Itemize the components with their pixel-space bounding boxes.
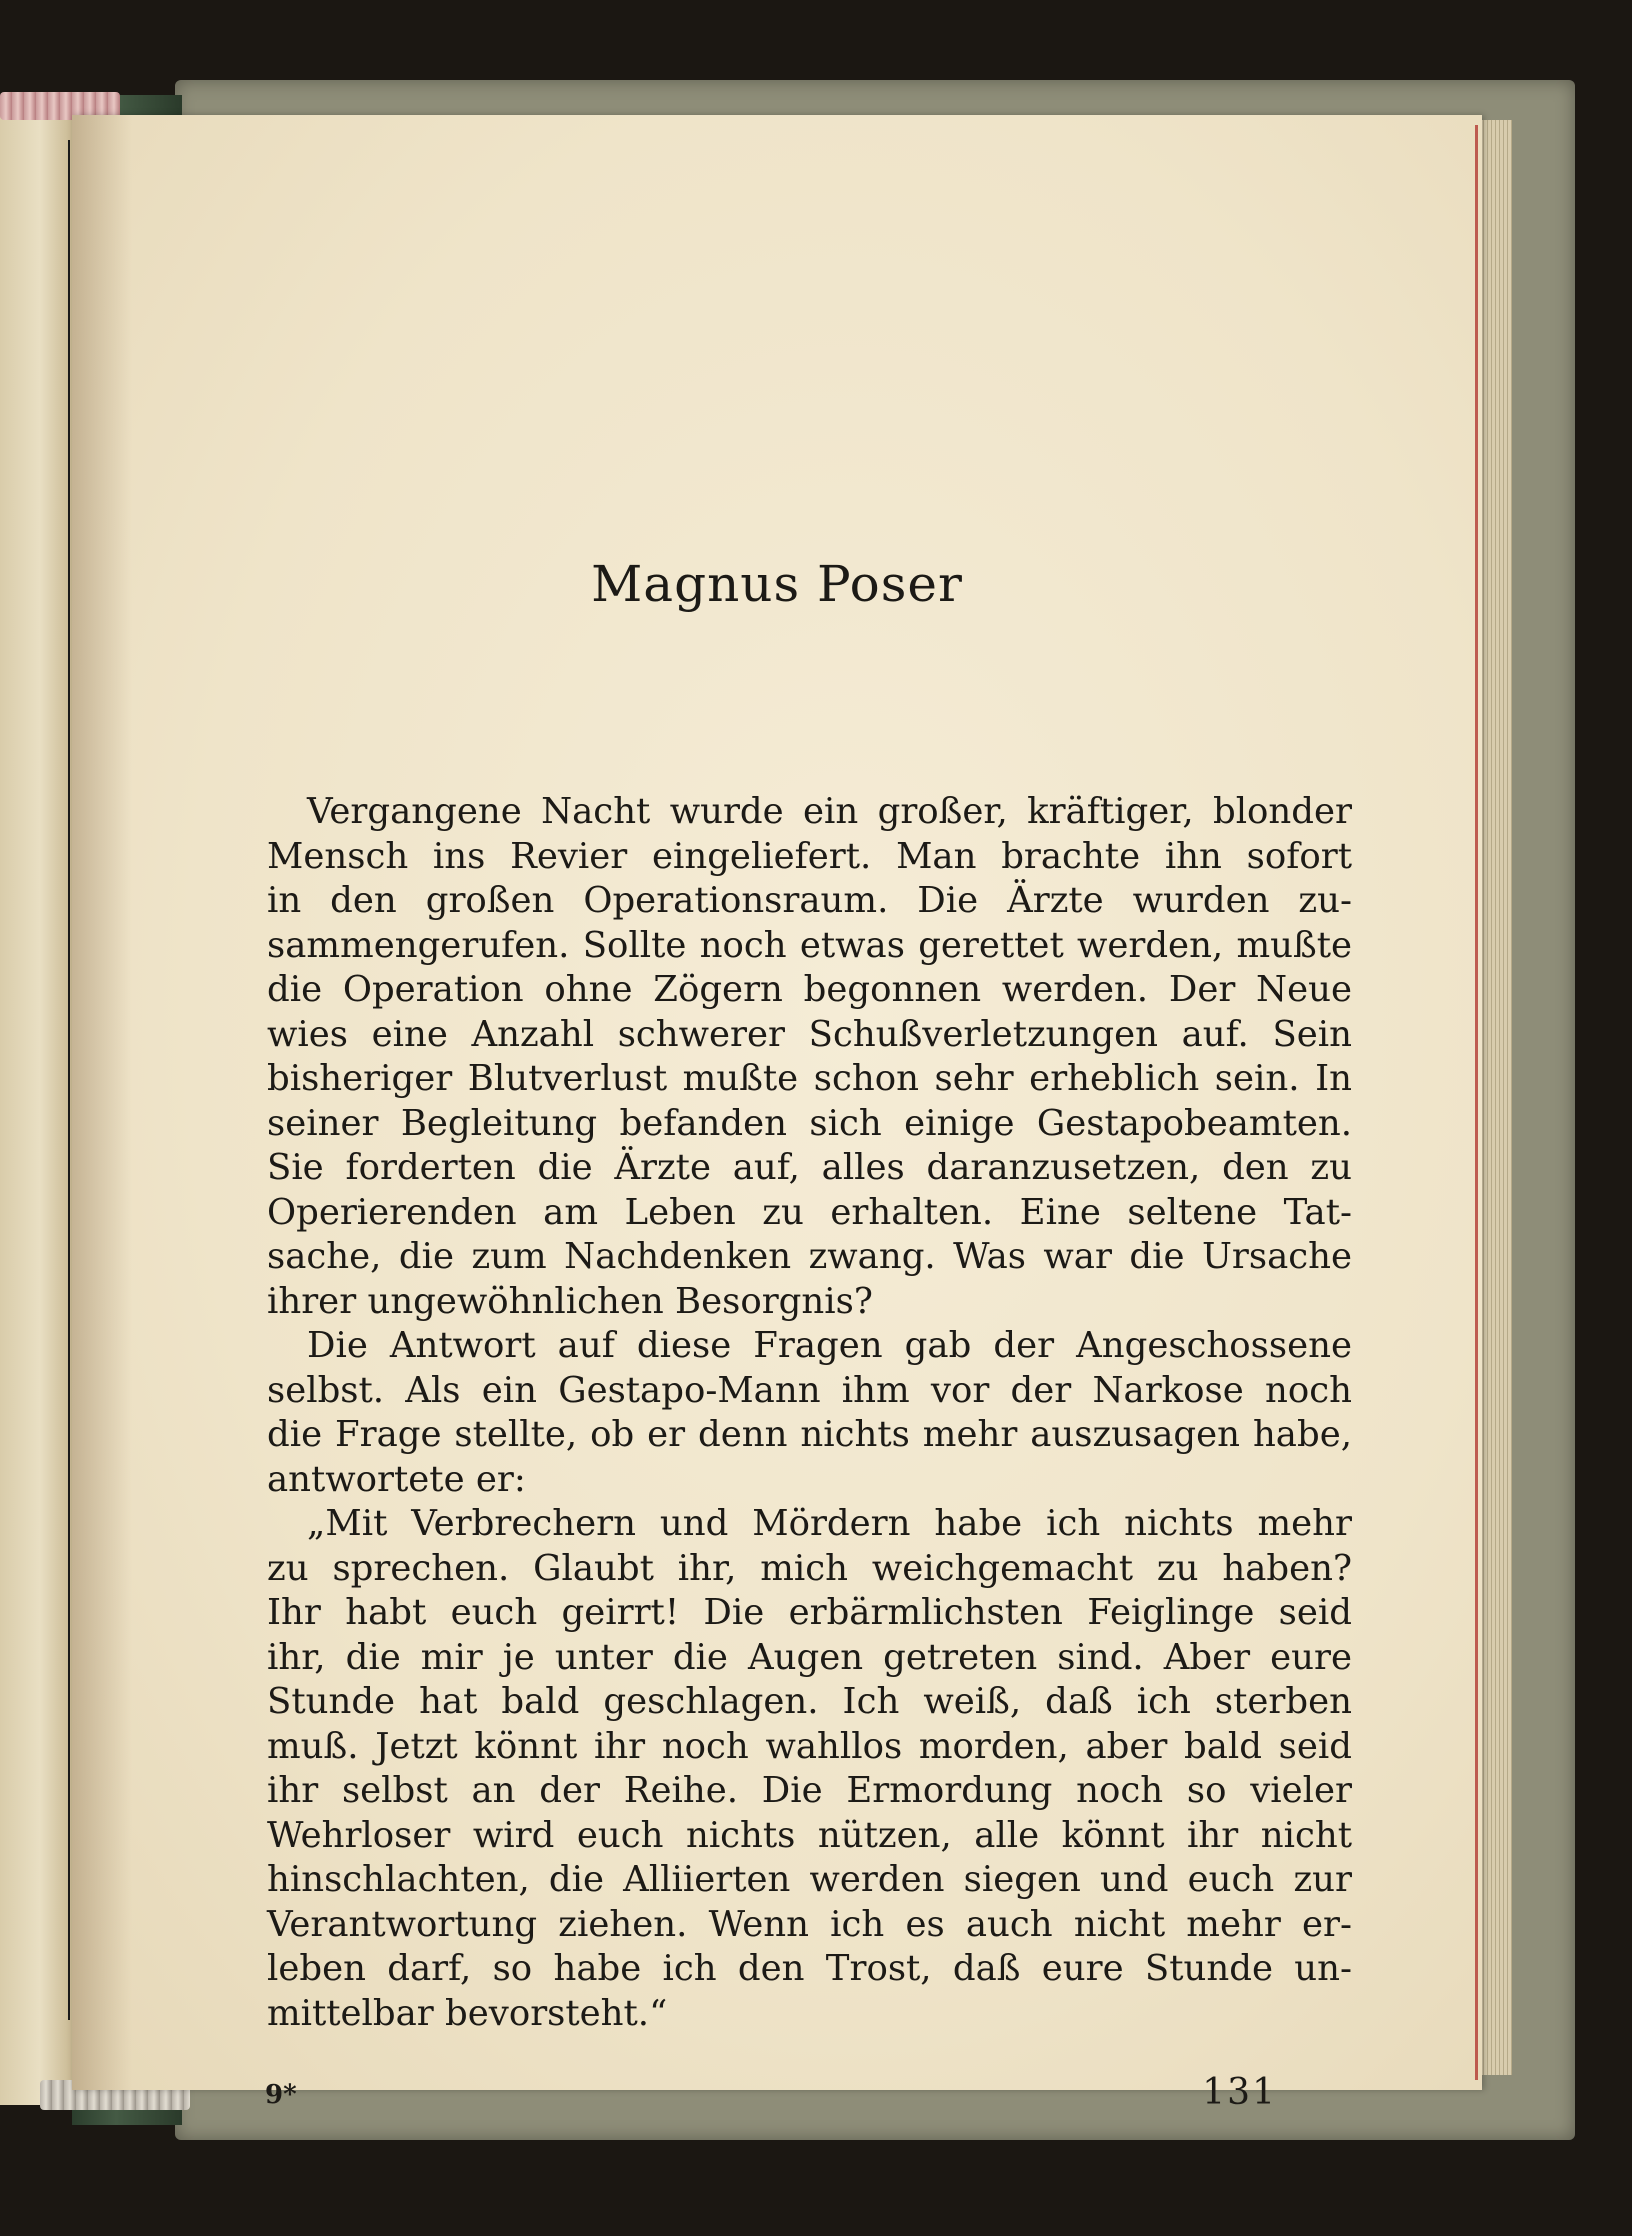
text-line: Sie forderten die Ärzte auf, alles daranzusetzen, den zu <box>267 1147 1352 1188</box>
text-line: selbst. Als ein Gestapo-Mann ihm vor der Narkose noch <box>267 1369 1352 1411</box>
page-number: 131 <box>1202 2072 1277 2113</box>
text-line: Verantwortung ziehen. Wenn ich es auch nicht mehr er- <box>267 1903 1352 1945</box>
page-edges <box>1480 120 1512 2075</box>
text-line: Stunde hat bald geschlagen. Ich weiß, daß ich sterben <box>267 1681 1352 1722</box>
body-text <box>267 790 1352 2036</box>
text-line: wies eine Anzahl schwerer Schußverletzungen auf. Sein <box>267 1013 1352 1055</box>
text-line: leben darf, so habe ich den Trost, daß eure Stunde un- <box>267 1948 1352 1989</box>
text-line: ihrer ungewöhnlichen Besorgnis? <box>267 1280 873 1322</box>
text-line: Die Antwort auf diese Fragen gab der Angeschossene <box>307 1325 1352 1366</box>
paragraph-2 <box>267 1324 1352 1502</box>
text-line: die Operation ohne Zögern begonnen werden. Der Neue <box>267 969 1352 1010</box>
paragraph-1 <box>267 790 1352 1324</box>
paragraph-3 <box>267 1502 1352 2036</box>
book-page <box>72 115 1482 2113</box>
text-line: bisheriger Blutverlust mußte schon sehr erheblich sein. In <box>267 1058 1352 1099</box>
text-line: „Mit Verbrechern und Mördern habe ich nichts mehr <box>307 1503 1352 1544</box>
text-line: Wehrloser wird euch nichts nützen, alle könnt ihr nicht <box>267 1814 1352 1856</box>
text-line: hinschlachten, die Alliierten werden siegen und euch zur <box>267 1859 1352 1900</box>
text-line: seiner Begleitung befanden sich einige Gestapobeamten. <box>267 1102 1352 1144</box>
left-facing-page <box>0 105 72 2105</box>
chapter-title: Magnus Poser <box>591 555 963 613</box>
text-line: ihr, die mir je unter die Augen getreten sind. Aber eure <box>267 1636 1352 1678</box>
text-line: Ihr habt euch geirrt! Die erbärmlichsten Feiglinge seid <box>267 1592 1352 1633</box>
page-red-edge <box>1475 125 1478 2080</box>
text-line: Mensch ins Revier eingeliefert. Man brachte ihn sofort <box>267 835 1352 877</box>
text-line: Operierenden am Leben zu erhalten. Eine seltene Tat- <box>267 1191 1352 1233</box>
text-line: zu sprechen. Glaubt ihr, mich weichgemacht zu haben? <box>267 1547 1352 1589</box>
text-line: Vergangene Nacht wurde ein großer, kräftiger, blonder <box>307 791 1352 832</box>
text-line: sammengerufen. Sollte noch etwas gerettet werden, mußte <box>267 924 1352 966</box>
text-line: muß. Jetzt könnt ihr noch wahllos morden, aber bald seid <box>267 1725 1352 1767</box>
text-line: sache, die zum Nachdenken zwang. Was war die Ursache <box>267 1236 1352 1277</box>
gutter-shadow <box>72 115 132 2090</box>
text-line: ihr selbst an der Reihe. Die Ermordung noch so vieler <box>267 1770 1352 1811</box>
text-line: antwortete er: <box>267 1458 526 1500</box>
text-line: mittelbar bevorsteht.“ <box>267 1992 668 2034</box>
text-line: die Frage stellte, ob er denn nichts mehr auszusagen habe, <box>267 1414 1352 1455</box>
signature-mark: 9* <box>265 2080 297 2110</box>
left-page-rule <box>68 140 70 2020</box>
text-line: in den großen Operationsraum. Die Ärzte wurden zu- <box>267 880 1352 921</box>
